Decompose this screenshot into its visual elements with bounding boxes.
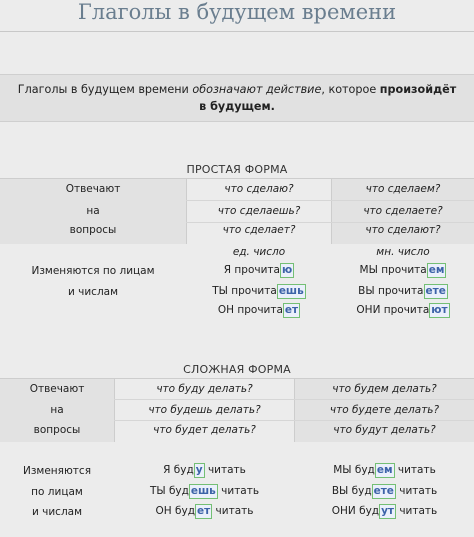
compound-top-border xyxy=(0,378,474,379)
intro-text-2: обозначают действие xyxy=(192,83,322,96)
simple-q-sing-1: что сделаю? xyxy=(224,183,294,195)
simple-plural-header: мн. число xyxy=(376,246,430,258)
compound-q-sing-2: что будешь делать? xyxy=(148,404,261,416)
ending-highlight: ете xyxy=(425,285,446,297)
ending-highlight: ю xyxy=(281,264,293,276)
compound-questions-row xyxy=(0,378,474,442)
intro-text-3: , которое xyxy=(321,83,380,96)
ending-highlight: ем xyxy=(376,464,393,476)
simple-q-label-3: вопросы xyxy=(69,224,117,236)
intro-text-1: Глаголы в будущем времени xyxy=(17,83,193,96)
ending-highlight: ешь xyxy=(190,485,216,497)
compound-form-heading: СЛОЖНАЯ ФОРМА xyxy=(183,363,291,376)
compound-q-label-1: Отвечают xyxy=(29,383,85,395)
compound-change-label-2: по лицам xyxy=(31,486,83,498)
simple-singular-header: ед. число xyxy=(232,246,286,258)
simple-sing-row: ТЫ прочита ешь xyxy=(212,285,304,297)
compound-sing-row: Я буд у читать xyxy=(163,464,246,476)
compound-q-label-3: вопросы xyxy=(33,424,81,436)
compound-change-label-1: Изменяются xyxy=(22,465,92,477)
ending-highlight: ет xyxy=(284,304,299,316)
compound-plur-row: ВЫ буд ете читать xyxy=(331,485,438,497)
simple-q-plur-3: что сделают? xyxy=(365,224,441,236)
ending-highlight: ют xyxy=(431,304,448,316)
simple-row-divider-1 xyxy=(186,200,474,201)
compound-q-sing-3: что будет делать? xyxy=(153,424,256,436)
simple-top-border xyxy=(0,178,474,179)
intro-text-4: произойдёт в будущем. xyxy=(199,83,457,113)
simple-plur-row: ВЫ прочита ете xyxy=(358,285,446,297)
simple-questions-row xyxy=(0,178,474,244)
compound-sing-row: ОН буд ет читать xyxy=(155,505,254,517)
simple-sing-row: ОН прочита ет xyxy=(217,304,299,316)
compound-q-plur-1: что будем делать? xyxy=(332,383,437,395)
simple-change-label-2: и числам xyxy=(67,286,119,298)
ending-highlight: ут xyxy=(381,505,394,517)
ending-highlight: ешь xyxy=(278,285,304,297)
ending-highlight: ет xyxy=(197,505,211,517)
ending-highlight: ете xyxy=(373,485,394,497)
compound-plur-row: ОНИ буд ут читать xyxy=(331,505,438,517)
compound-q-label-2: на xyxy=(50,404,64,416)
compound-q-sing-1: что буду делать? xyxy=(156,383,253,395)
compound-plur-row: МЫ буд ем читать xyxy=(333,464,436,476)
simple-plur-row: ОНИ прочита ют xyxy=(356,304,448,316)
page-title: Глаголы в будущем времени xyxy=(77,0,397,24)
title-divider xyxy=(0,31,474,32)
compound-row-divider-2 xyxy=(114,420,474,421)
simple-change-label-1: Изменяются по лицам xyxy=(31,265,155,277)
simple-sing-row: Я прочита ю xyxy=(223,264,293,276)
simple-q-sing-3: что сделает? xyxy=(222,224,296,236)
compound-sing-row: ТЫ буд ешь читать xyxy=(149,485,260,497)
simple-q-sing-2: что сделаешь? xyxy=(217,205,301,217)
ending-highlight: у xyxy=(195,464,203,476)
simple-q-plur-1: что сделаем? xyxy=(365,183,441,195)
intro-definition xyxy=(0,74,474,122)
compound-q-plur-3: что будут делать? xyxy=(333,424,436,436)
compound-row-divider-1 xyxy=(114,399,474,400)
simple-q-label-1: Отвечают xyxy=(65,183,121,195)
simple-q-label-2: на xyxy=(86,205,100,217)
simple-plur-row: МЫ прочита ем xyxy=(359,264,445,276)
simple-form-heading: ПРОСТАЯ ФОРМА xyxy=(186,163,288,176)
simple-q-plur-2: что сделаете? xyxy=(363,205,443,217)
compound-q-plur-2: что будете делать? xyxy=(329,404,440,416)
compound-change-label-3: и числам xyxy=(31,506,83,518)
ending-highlight: ем xyxy=(428,264,445,276)
